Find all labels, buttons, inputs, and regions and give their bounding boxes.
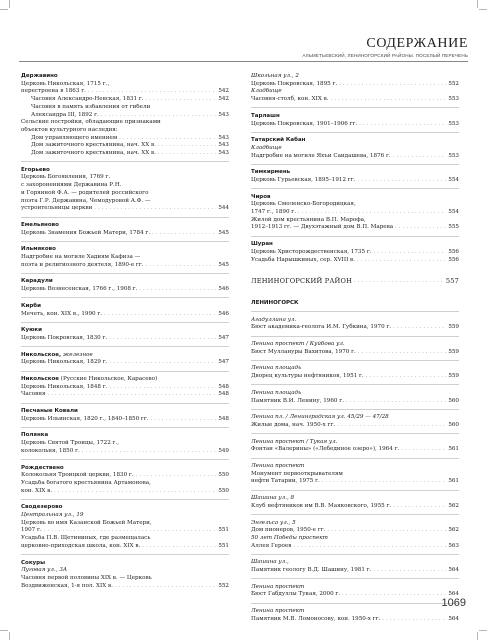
page-ref: 543 [218, 134, 229, 141]
page-ref: 548 [218, 415, 229, 422]
toc-entry[interactable]: Усадьба Нарышкиных, сер. XVIII в. . . . 556 [251, 257, 459, 265]
crop-mark [479, 9, 487, 10]
place-heading: Рождествено [21, 464, 64, 471]
street-address: Кладбище [251, 144, 282, 151]
divider [251, 514, 459, 515]
divider [21, 241, 229, 242]
divider [251, 409, 459, 410]
place-heading: Никольское, [21, 351, 62, 358]
toc-entry[interactable]: Церковь Никольская, 1848 г. . . . 548 [21, 384, 229, 392]
page-ref: 546 [218, 310, 229, 317]
divider [251, 578, 459, 579]
place-heading: Полянка [21, 432, 49, 439]
place-heading-row [21, 352, 229, 360]
page-ref: 544 [218, 205, 229, 212]
street-address: Ленина проспект [251, 463, 305, 470]
right-column [251, 73, 459, 623]
street-address: Энгельса ул., 5 [251, 519, 296, 526]
toc-entry[interactable]: Часовня Александро-Невская, 1831 г. . . . 542 [21, 96, 229, 104]
page-ref: 550 [218, 472, 229, 479]
place-heading: Тимкирмень [251, 169, 291, 176]
divider [251, 336, 459, 337]
page-title: СОДЕРЖАНИЕ [366, 36, 468, 51]
place-heading: Емельяново [21, 221, 59, 228]
page-ref: 564 [448, 567, 459, 573]
toc-entry[interactable]: Бюст академика-геолога И.М. Губкина, 1970 г. . . . 559 [251, 324, 459, 332]
divider [21, 554, 229, 555]
district-entry[interactable]: ЛЕНИНОГОРСКИЙ РАЙОН . . . 557 [251, 278, 459, 286]
page-ref: 552 [448, 80, 459, 87]
page-number: 1069 [441, 597, 466, 609]
place-heading: Сокуры [21, 559, 46, 566]
entry-text: Церковь Смоленско-Богородицкая, [251, 201, 356, 208]
divider [21, 499, 229, 500]
toc-entry[interactable]: Дом пионеров, 1950-е гг. . . . 562 [251, 527, 459, 535]
toc-entry[interactable]: Церковь Ильинская, 1820 г., 1840–1850 гг. . . . 548 [21, 416, 229, 424]
crop-mark [9, 632, 10, 640]
place-heading: Егорьево [21, 166, 50, 173]
divider [21, 371, 229, 372]
page-ref: 543 [218, 142, 229, 149]
toc-entry[interactable]: кон. XIX в. . . . 550 [21, 488, 229, 496]
divider [251, 360, 459, 361]
divider [251, 311, 459, 312]
toc-entry[interactable]: 1747 г., 1890 г. . . . 554 [251, 209, 459, 217]
divider [251, 603, 459, 604]
page-ref: 547 [218, 359, 229, 366]
toc-entry[interactable]: Церковь Покровская, 1901–1906 гг. . . . 553 [251, 121, 459, 129]
toc-entry[interactable]: Воздвиженская, 1-я пол. XIX в. . . . 552 [21, 583, 229, 591]
crop-mark [0, 630, 8, 631]
place-heading: Державино [21, 73, 58, 79]
divider [251, 490, 459, 491]
place-heading: Никольское [21, 375, 59, 382]
divider [21, 427, 229, 428]
place-heading: Тарлашн [251, 112, 280, 119]
crop-mark [477, 0, 478, 8]
toc-entry[interactable]: Церковь Покровская, 1830 г. . . . 547 [21, 335, 229, 343]
toc-entry[interactable]: Часовня . . . 548 [21, 391, 229, 399]
toc-entry[interactable]: Церковь Покровская, 1895 г. . . . 552 [251, 81, 459, 89]
page-ref: 547 [218, 334, 229, 341]
toc-entry[interactable]: Фонтан «Валерины» («Лебединое озеро»), 1964 г. . . . 561 [251, 446, 459, 454]
place-heading: Сводезерово [21, 504, 63, 511]
divider [21, 217, 229, 218]
divider [21, 459, 229, 460]
entry-text: Церковь во имя Казанской Божьей Матери, [21, 519, 152, 526]
entry-text: Церковь Богоявления, 1769 г. [21, 174, 111, 181]
page-ref: 552 [218, 582, 229, 589]
page-ref: 546 [218, 286, 229, 293]
divider [251, 433, 459, 434]
page-ref: 561 [448, 446, 459, 453]
city-heading: ЛЕНИНОГОРСК [251, 299, 299, 306]
toc-entry[interactable]: 1907 г. . . . 551 [21, 527, 229, 535]
entry-text: Усадьба богатого крестьянина Артамонова, [21, 479, 151, 486]
toc-entry[interactable]: Надгробие на могиле Яхъи Саидашева, 1876 г. . . . 553 [251, 153, 459, 161]
page-ref: 556 [448, 248, 459, 255]
header-rule [19, 61, 468, 62]
street-address: Ленина проспект / Куйбова ул. [251, 341, 345, 348]
entry-text: Церковь Никольская, 1715 г., [21, 80, 110, 87]
place-heading-row [21, 376, 229, 384]
crop-mark [479, 630, 487, 631]
place-note: железное [62, 351, 93, 358]
page-ref: 553 [448, 152, 459, 159]
entry-text: поэта Г.Р. Державина, Чемодуровой А.Ф. — [21, 197, 151, 204]
page-ref: 562 [448, 502, 459, 509]
page-ref: 545 [218, 261, 229, 268]
entry-text: Надгробие на могиле Хадиям Кафиза — [21, 254, 141, 261]
entry-text: и Горяиной Ф.А. — родителей российского [21, 189, 149, 196]
toc-entry[interactable]: 1912–1913 гг. — Двухэтажный дом В.П. Марева . . . 555 [251, 224, 459, 232]
page-ref: 553 [448, 120, 459, 127]
street-address: Ленина площадь [251, 365, 302, 372]
page-ref: 564 [448, 615, 459, 622]
toc-entry[interactable]: Памятник В.И. Ленину, 1960 г. . . . 560 [251, 398, 459, 406]
entry-text: Часовня первой половины XIX в. — Церковь [21, 574, 152, 581]
page-ref: 542 [218, 88, 229, 95]
page-ref: 545 [218, 229, 229, 236]
crop-mark [0, 9, 8, 10]
toc-entry[interactable]: перестроена в 1863 г. . . . 542 [21, 88, 229, 96]
entry-text: Церковь Святой Троицы, 1722 г., [21, 440, 120, 447]
page-ref: 559 [448, 348, 459, 355]
entry-text: Жилой дом крестьянина В.П. Марофа, [251, 216, 366, 223]
toc-entry[interactable]: Часовня-столб, кон. XIX в. . . . 553 [251, 96, 459, 104]
toc-entry[interactable]: колокольня, 1850 г. . . . 549 [21, 448, 229, 456]
entry-text: Часовня в память избавления от гибели [31, 103, 151, 110]
divider [21, 273, 229, 274]
page-ref: 555 [448, 224, 459, 231]
crop-mark [477, 632, 478, 640]
street-address: Ленина проспект / Тукая ул. [251, 438, 338, 445]
entry-text: с захоронениями Державина Р.Н. [21, 182, 122, 189]
spacer [251, 286, 459, 300]
divider [251, 164, 459, 165]
page-ref: 554 [448, 209, 459, 216]
divider [251, 132, 459, 133]
toc-entry[interactable]: Колокольня Троицкой церкви, 1830 г. . . . 550 [21, 472, 229, 480]
divider [251, 236, 459, 237]
toc-entry[interactable]: Бюст Муллануры Вахитова, 1970 г. . . . 559 [251, 349, 459, 357]
toc-entry[interactable]: Дворец культуры нефтяников, 1951 г. . . . 559 [251, 373, 459, 381]
page-subtitle: АЛЬМЕТЬЕВСКИЙ, ЛЕНИНОГОРСКИЙ РАЙОНЫ. ПОСЕЛЫЙ ПЕРЕЧЕНЬ [302, 53, 468, 58]
toc-entry[interactable]: Церковь Вознесенская, 1766 г., 1908 г. . . . 546 [21, 286, 229, 294]
divider [21, 297, 229, 298]
toc-entry[interactable]: церковно-приходская школа, кон. XIX в. . . . 551 [21, 543, 229, 551]
page-ref: 560 [448, 397, 459, 404]
street-address: Центральная ул., 19 [21, 512, 84, 519]
street-address: Луговая ул., 3А [21, 567, 68, 574]
place-heading: Чиров [251, 193, 271, 200]
divider [21, 322, 229, 323]
place-note: (Русские Никольское, Карасево) [60, 375, 158, 382]
page-ref: 562 [448, 527, 459, 534]
divider [21, 161, 229, 162]
page-ref: 549 [218, 447, 229, 454]
page-ref: 548 [218, 383, 229, 390]
street-address: Кладбище [251, 88, 282, 95]
entry-text: Усадьба П.В. Щетининых, где размещалась [21, 535, 151, 542]
toc-entry[interactable]: Дом зажиточного крестьянина, нач. XX в. . . . 543 [21, 142, 229, 150]
toc-entry[interactable]: Дом зажиточного крестьянина, нач. XX в. . . . 543 [21, 150, 229, 158]
divider [21, 346, 229, 347]
page-ref: 543 [218, 111, 229, 118]
toc-entry[interactable]: Памятник М.В. Ломоносову, кон. 1950-х гг. . . . 564 [251, 616, 459, 624]
page-ref: 561 [448, 478, 459, 485]
page-ref: 557 [445, 277, 459, 286]
place-heading: Ильмяково [21, 246, 56, 253]
street-address: Ленина пл. / Ленинградская ул. 45/29 — 47/28 [251, 414, 389, 421]
page-ref: 556 [448, 256, 459, 263]
toc-entry[interactable]: Аллея Героев . . . 563 [251, 543, 459, 551]
place-heading: Кирби [21, 302, 41, 309]
entry-text: объектов культурного наследия: [21, 126, 118, 133]
entry-text: Сельские постройки, обладающие признаками [21, 119, 161, 126]
toc-entry[interactable]: Клуб нефтяников им В.В. Маяковского, 1955 г. . . . 562 [251, 503, 459, 511]
toc-entry[interactable]: Церковь Гурьевская, 1895–1912 гг. . . . 554 [251, 177, 459, 185]
divider [251, 458, 459, 459]
toc-entry[interactable]: Жилые дома, нач. 1950-х гг. . . . 560 [251, 422, 459, 430]
toc-entry[interactable]: Церковь Христорождественская, 1735 г. . . . 556 [251, 249, 459, 257]
street-address: Шашина ул., [251, 559, 289, 566]
page-ref: 543 [218, 150, 229, 157]
street-address: Агадуллина ул. [251, 316, 297, 323]
toc-entry[interactable]: Мечеть, кон. XIX в., 1990 г. . . . 546 [21, 311, 229, 319]
street-address: Ленина площадь [251, 389, 302, 396]
street-address: 50 лет Победы проспект [251, 534, 328, 541]
divider [251, 554, 459, 555]
street-address: Ленина проспект [251, 608, 305, 615]
page-ref: 559 [448, 324, 459, 331]
page-ref: 559 [448, 373, 459, 380]
place-heading: Шуран [251, 241, 273, 248]
page-ref: 550 [218, 487, 229, 494]
page-ref: 553 [448, 96, 459, 103]
toc-entry[interactable]: Памятник геологу В.Д. Шашину, 1981 г. . . . 564 [251, 567, 459, 575]
page-ref: 542 [218, 96, 229, 103]
place-heading: Куюки [21, 327, 43, 334]
page-ref: 554 [448, 176, 459, 183]
toc-entry[interactable]: Дом управляющего имением . . . 543 [21, 135, 229, 143]
toc-entry[interactable]: нефти Татарии, 1975 г. . . . 561 [251, 478, 459, 486]
place-heading: Карадули [21, 278, 53, 285]
crop-mark [9, 0, 10, 8]
toc-entry[interactable]: Александра III, 1892 г. . . . 543 [21, 112, 229, 120]
divider [21, 403, 229, 404]
street-address: Ленина проспект [251, 583, 305, 590]
toc-entry[interactable]: поэта и религиозного деятеля, 1890-е гг. . . . 545 [21, 262, 229, 270]
page-ref: 560 [448, 421, 459, 428]
divider [251, 107, 459, 108]
entry-text: Монумент первооткрывателям [251, 470, 343, 477]
place-heading: Песчаные Ковали [21, 408, 78, 415]
page-ref: 551 [218, 527, 229, 534]
divider [251, 188, 459, 189]
street-address: Шашина ул., 8 [251, 495, 295, 502]
page-ref: 564 [448, 591, 459, 598]
toc-entry[interactable]: Церковь Никольская, 1829 г. . . . 547 [21, 359, 229, 367]
page-ref: 551 [218, 542, 229, 549]
toc-entry[interactable]: устроительницы церкви . . . 544 [21, 205, 229, 213]
page-ref: 548 [218, 391, 229, 398]
place-heading: Татарский Кабан [251, 137, 306, 144]
left-column [21, 73, 229, 590]
divider [251, 384, 459, 385]
street-address: Школьная ул., 2 [251, 73, 299, 79]
toc-entry[interactable]: Церковь Знамения Божьей Матери, 1784 г. . . . 545 [21, 230, 229, 238]
toc-entry[interactable]: Бюст Габдуллы Тукая, 2000 г. . . . 564 [251, 591, 459, 599]
page-ref: 563 [448, 542, 459, 549]
